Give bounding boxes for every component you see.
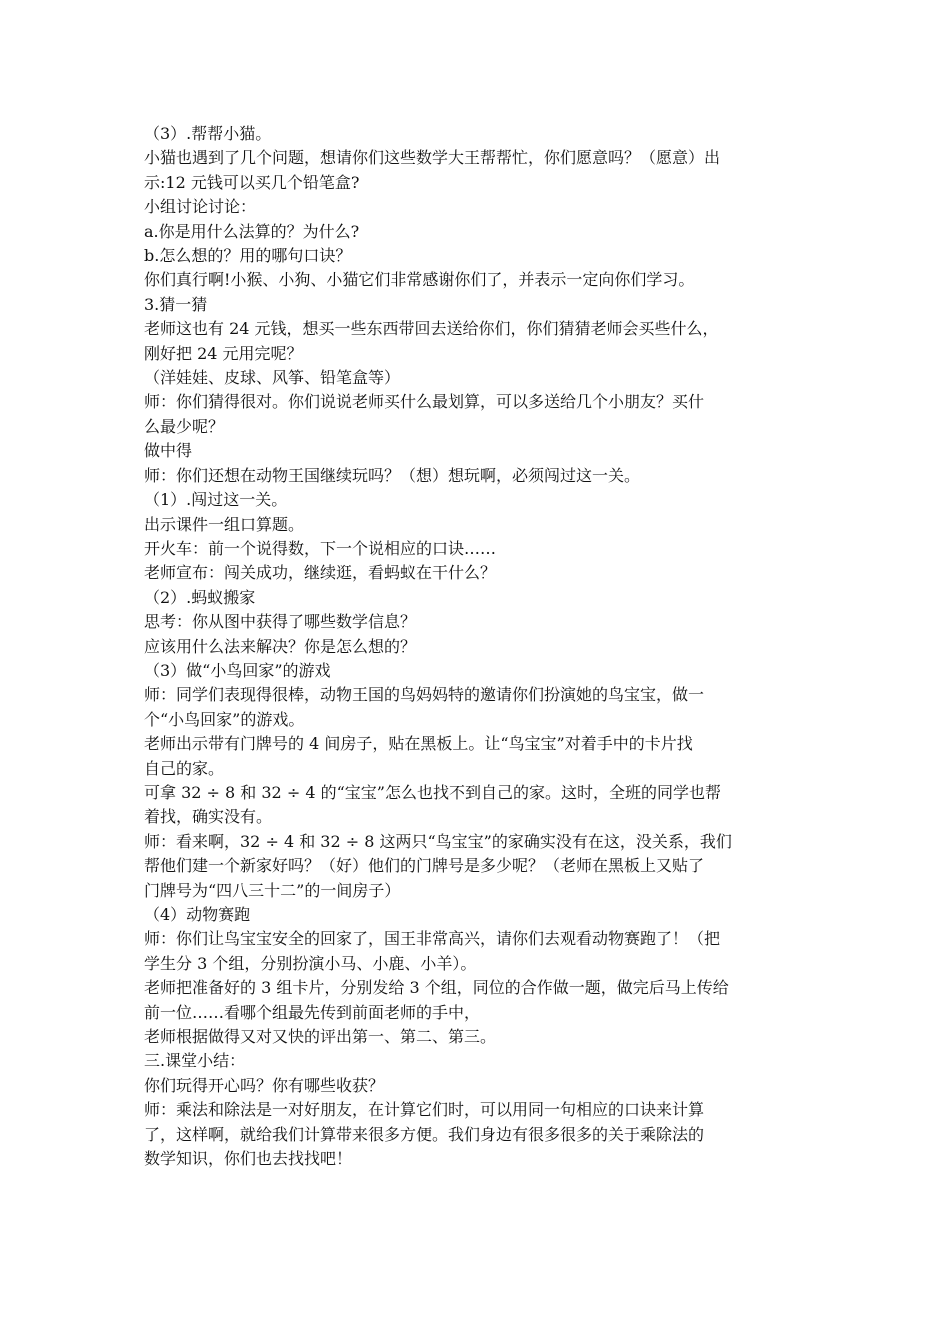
text-line: （4）动物赛跑 <box>144 905 251 924</box>
text-line: 前一位……看哪个组最先传到前面老师的手中， <box>144 1002 481 1022</box>
text-line: 帮他们建一个新家好吗？（好）他们的门牌号是多少呢？（老师在黑板上又贴了 <box>144 856 705 876</box>
text-line: b.怎么想的？用的哪句口诀？ <box>144 246 352 266</box>
text-line: a.你是用什么法算的？为什么? <box>144 221 360 241</box>
text-line: 老师宣布：闯关成功，继续逛，看蚂蚁在干什么？ <box>144 563 497 583</box>
text-line: 了，这样啊，就给我们计算带来很多方便。我们身边有很多很多的关于乘除法的 <box>144 1124 705 1144</box>
document-body <box>144 122 810 1171</box>
text-line: 老师把准备好的 3 组卡片，分别发给 3 个组，同位的合作做一题，做完后马上传给 <box>144 978 729 998</box>
text-line: 小猫也遇到了几个问题，想请你们这些数学大王帮帮忙，你们愿意吗？（愿意）出 <box>144 148 721 168</box>
text-line: 学生分 3 个组，分别扮演小马、小鹿、小羊）。 <box>144 953 477 973</box>
text-line: 思考：你从图中获得了哪些数学信息？ <box>144 612 417 632</box>
text-line: 师：看来啊，32 ÷ 4 和 32 ÷ 8 这两只“鸟宝宝”的家确实没有在这，没关系，我们 <box>144 831 732 851</box>
text-line: （洋娃娃、皮球、风筝、铅笔盒等） <box>144 368 401 388</box>
section-heading: 做中得 <box>144 441 193 461</box>
text-line: 老师这也有 24 元钱，想买一些东西带回去送给你们，你们猜猜老师会买些什么， <box>144 319 719 339</box>
text-line: 老师根据做得又对又快的评出第一、第二、第三。 <box>144 1027 497 1047</box>
text-line: 出示课件一组口算题。 <box>144 514 305 534</box>
text-line: （3）做“小鸟回家”的游戏 <box>144 660 331 680</box>
text-line: 门牌号为“四八三十二”的一间房子） <box>144 880 401 900</box>
text-line: 师：乘法和除法是一对好朋友，在计算它们时，可以用同一句相应的口诀来计算 <box>144 1100 705 1120</box>
text-line: 示:12 元钱可以买几个铅笔盒? <box>144 172 360 192</box>
text-line: 么最少呢？ <box>144 416 225 436</box>
text-line: 老师出示带有门牌号的 4 间房子，贴在黑板上。让“鸟宝宝”对着手中的卡片找 <box>144 734 693 754</box>
text-line: 师：你们还想在动物王国继续玩吗？（想）想玩啊，必须闯过这一关。 <box>144 465 641 485</box>
text-line: 应该用什么法来解决？你是怎么想的？ <box>144 636 417 656</box>
text-line: （3）.帮帮小猫。 <box>144 124 272 143</box>
text-line: 师：同学们表现得很棒，动物王国的鸟妈妈特的邀请你们扮演她的鸟宝宝，做一 <box>144 685 705 705</box>
text-line: 师：你们猜得很对。你们说说老师买什么最划算，可以多送给几个小朋友？买什 <box>144 392 705 412</box>
text-line: 你们真行啊!小猴、小狗、小猫它们非常感谢你们了，并表示一定向你们学习。 <box>144 270 695 290</box>
text-line: （2）.蚂蚁搬家 <box>144 587 256 607</box>
text-line: 自己的家。 <box>144 758 225 778</box>
section-heading: 3.猜一猜 <box>144 294 208 314</box>
text-line: 可拿 32 ÷ 8 和 32 ÷ 4 的“宝宝”怎么也找不到自己的家。这时，全班的同学也帮 <box>144 782 721 802</box>
text-line: 个“小鸟回家”的游戏。 <box>144 709 305 729</box>
text-line: 师：你们让鸟宝宝安全的回家了，国王非常高兴，请你们去观看动物赛跑了！（把 <box>144 929 721 949</box>
text-line: 小组讨论讨论： <box>144 197 257 217</box>
text-line: 开火车：前一个说得数，下一个说相应的口诀…… <box>144 538 497 558</box>
text-line: 数学知识，你们也去找找吧！ <box>144 1149 353 1169</box>
text-line: （1）.闯过这一关。 <box>144 490 288 510</box>
text-line: 刚好把 24 元用完呢？ <box>144 343 303 363</box>
section-heading: 三.课堂小结： <box>144 1051 246 1071</box>
text-line: 你们玩得开心吗？你有哪些收获？ <box>144 1075 385 1095</box>
text-line: 着找，确实没有。 <box>144 807 273 827</box>
